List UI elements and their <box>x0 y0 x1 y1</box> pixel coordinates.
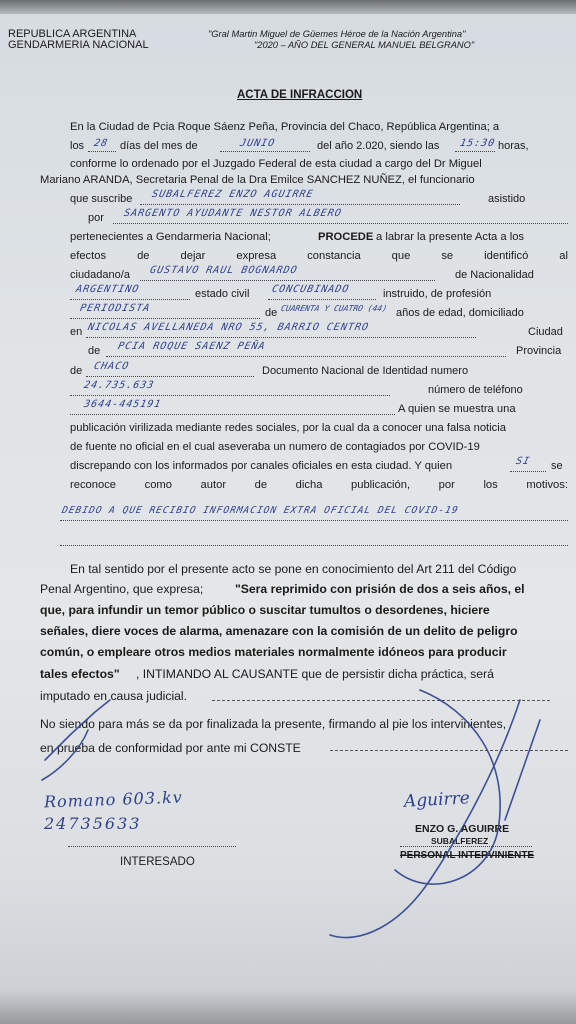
header-right-line2: "2020 – AÑO DEL GENERAL MANUEL BELGRANO" <box>254 40 475 50</box>
form-line-17: publicación virilizada mediante redes sociales, por la cual da a conocer una falsa noticia <box>70 422 506 434</box>
form-line-8: efectos de dejar expresa constancia que se identificó al <box>70 250 568 262</box>
form-line-7c: a labrar la presente Acta a los <box>376 231 525 243</box>
footer-right-label: PERSONAL INTERVINIENTE <box>400 850 535 861</box>
footer-right-rank: SUBALFEREZ <box>431 836 489 846</box>
form-label-ciudad: Ciudad <box>528 326 563 338</box>
closing-line-1: No siendo para más se da por finalizada la presente, firmando al pie los intervinientes, <box>40 717 507 731</box>
article-line-2a: Penal Argentino, que expresa; <box>40 582 204 596</box>
form-label-se: se <box>551 460 563 472</box>
form-label-de-province: de <box>70 365 83 377</box>
form-line-3: conforme lo ordenado por el Juzgado Federal de esta ciudad a cargo del Dr Miguel <box>70 158 482 170</box>
signature-left-line2: 24735633 <box>44 814 142 833</box>
form-label-nacionalidad: de Nacionalidad <box>455 269 534 281</box>
form-label-provincia: Provincia <box>516 345 562 357</box>
article-line-5: común, o empleare otros medios materiales normalmente idóneos para producir <box>40 645 507 659</box>
form-line-18: de fuente no oficial en el cual aseveraba un numero de contagiados por COVID-19 <box>70 441 480 453</box>
form-label-de-age: de <box>265 307 278 319</box>
document-title: ACTA DE INFRACCION <box>237 89 363 101</box>
right-signature-tail <box>505 720 540 820</box>
handwritten-civil-status: CONCUBINADO <box>270 284 351 295</box>
handwritten-month: JUNIO <box>238 138 277 149</box>
handwritten-nationality: ARGENTINO <box>74 284 141 295</box>
handwritten-profession: PERIODISTA <box>78 303 152 314</box>
form-line-4: Mariano ARANDA, Secretaria Penal de la Dra Emilce SANCHEZ NUÑEZ, el funcionario <box>40 174 475 186</box>
form-label-asistido: asistido <box>488 193 526 205</box>
signature-left-line1: Romano 603.kv <box>43 787 184 812</box>
form-label-dias: días del mes de <box>120 140 198 152</box>
form-label-anio: del año 2.020, siendo las <box>317 140 440 152</box>
form-label-anios-edad: años de edad, domiciliado <box>396 307 524 319</box>
form-label-ciudadano: ciudadano/a <box>70 269 130 281</box>
form-label-por: por <box>88 212 104 224</box>
handwritten-day: 28 <box>92 138 110 149</box>
handwritten-hour: 15:30 <box>458 138 497 149</box>
footer-right-name: ENZO G. AGUIRRE <box>415 823 510 835</box>
header-left-line1: REPUBLICA ARGENTINA <box>8 28 137 40</box>
form-label-profesion: instruido, de profesión <box>383 288 492 300</box>
form-procede: PROCEDE <box>318 231 374 243</box>
article-line-1: En tal sentido por el presente acto se pone en conocimiento del Art 211 del Código <box>70 562 517 576</box>
form-label-telefono: número de teléfono <box>428 384 523 396</box>
handwritten-province: CHACO <box>92 361 131 372</box>
handwritten-acknowledge: SI <box>514 456 532 467</box>
handwritten-citizen: GUSTAVO RAUL BOGNARDO <box>148 265 299 276</box>
article-line-2b: "Sera reprimido con prisión de dos a seis años, el <box>235 582 525 596</box>
handwritten-phone: 3644-445191 <box>82 399 163 410</box>
form-line-1: En la Ciudad de Pcia Roque Sáenz Peña, Provincia del Chaco, República Argentina; a <box>70 121 500 133</box>
form-label-dni: Documento Nacional de Identidad numero <box>262 365 469 377</box>
footer-left-label: INTERESADO <box>120 856 195 868</box>
form-label-en: en <box>70 326 83 338</box>
handwritten-age: CUARENTA Y CUATRO (44) <box>280 304 388 313</box>
right-signature-long-stroke <box>330 700 520 938</box>
form-label-suscribe: que suscribe <box>70 193 133 205</box>
handwritten-city: PCIA ROQUE SAENZ PEÑA <box>116 341 267 352</box>
form-line-20: reconoce como autor de dicha publicación, por los motivos: <box>70 479 568 491</box>
handwritten-reason: DEBIDO A QUE RECIBIO INFORMACION EXTRA OFICIAL DEL COVID-19 <box>60 505 460 516</box>
handwritten-address: NICOLAS AVELLANEDA NRO 55, BARRIO CENTRO <box>86 322 370 333</box>
article-line-6b: , INTIMANDO AL CAUSANTE que de persistir dicha práctica, será <box>136 667 494 681</box>
article-line-3: que, para infundir un temor público o suscitar tumultos o desordenes, hiciere <box>40 603 490 617</box>
form-label-estado-civil: estado civil <box>195 288 250 300</box>
article-line-7: imputado en causa judicial. <box>40 689 188 703</box>
handwritten-assistant: SARGENTO AYUDANTE NESTOR ALBERO <box>122 208 343 219</box>
form-line-7a: pertenecientes a Gendarmeria Nacional; <box>70 231 271 243</box>
handwritten-officer: SUBALFEREZ ENZO AGUIRRE <box>150 189 315 200</box>
handwritten-dni: 24.735.633 <box>82 380 156 391</box>
form-label-los: los <box>70 140 85 152</box>
form-label-horas: horas, <box>498 140 529 152</box>
bottom-shadow <box>0 990 576 1024</box>
header-left-line2: GENDARMERIA NACIONAL <box>8 39 149 51</box>
closing-line-2: en prueba de conformidad por ante mi CONSTE <box>40 741 301 755</box>
left-signature-stroke <box>45 700 110 760</box>
article-line-6a: tales efectos" <box>40 667 120 681</box>
article-line-4: señales, diere voces de alarma, amenazare con la comisión de un delito de peligro <box>40 624 518 638</box>
form-line-19a: discrepando con los informados por canales oficiales en esta ciudad. Y quien <box>70 460 453 472</box>
header-right-line1: "Gral Martin Miguel de Güemes Héroe de la Nación Argentina" <box>208 29 466 39</box>
form-label-muestra: A quien se muestra una <box>398 403 516 415</box>
signature-right: Aguirre <box>403 788 471 812</box>
form-label-de-city: de <box>88 345 101 357</box>
